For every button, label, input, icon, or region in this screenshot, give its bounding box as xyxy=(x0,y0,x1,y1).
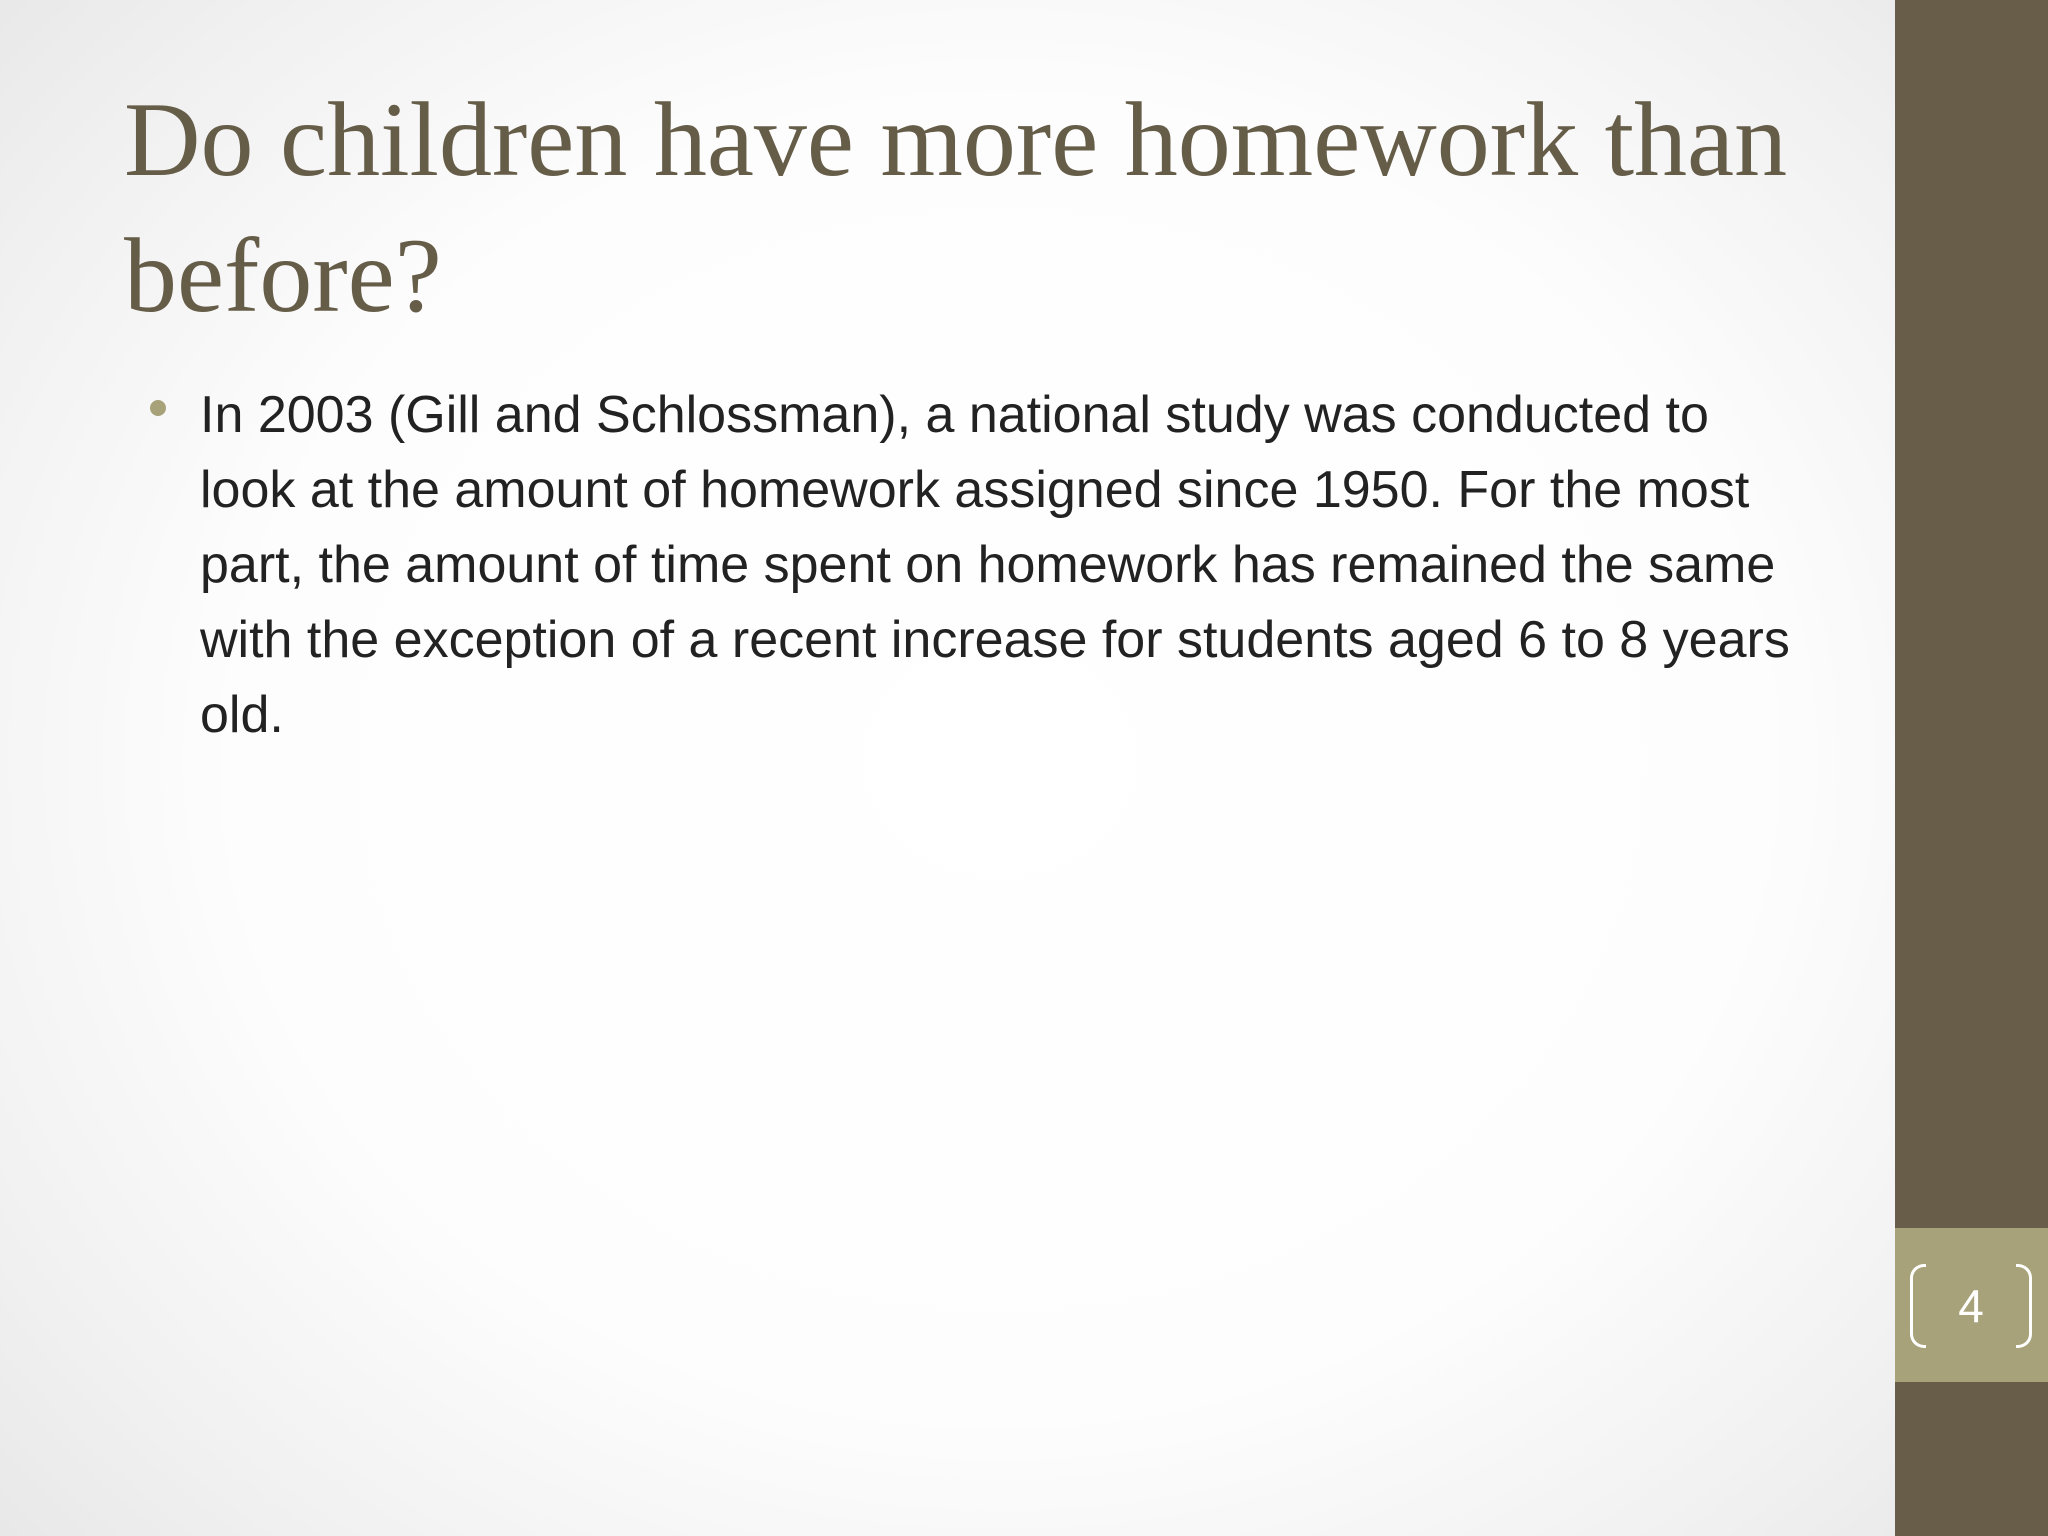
bullet-text: In 2003 (Gill and Schlossman), a national study was conducted to look at the amount of homework assigned since 1950. For the most part, the amount of time spent on homework has remained the same with the exception of a recent increase for students aged 6 to 8 years old. xyxy=(200,386,1790,744)
page-number: 4 xyxy=(1958,1280,1984,1332)
bullet-list xyxy=(148,378,1798,753)
bullet-item xyxy=(148,378,1798,753)
slide-title: Do children have more homework than before? xyxy=(124,81,1788,334)
right-bracket-icon xyxy=(2016,1264,2032,1348)
bullet-icon xyxy=(150,400,166,416)
left-bracket-icon xyxy=(1910,1264,1926,1348)
